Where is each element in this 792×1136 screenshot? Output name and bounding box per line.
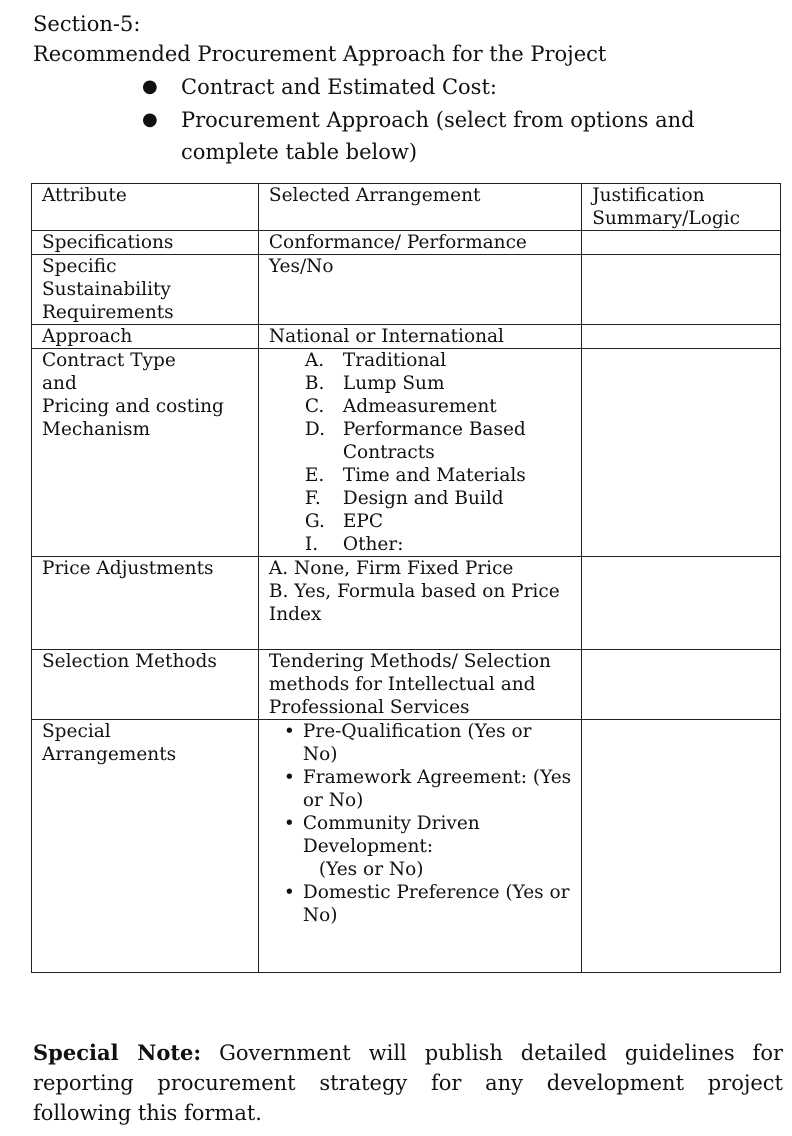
- special-arrangement-list: [269, 720, 571, 927]
- table-header-row: [32, 184, 781, 231]
- option-text: Other:: [342, 534, 404, 555]
- bullet-dot-icon: ●: [142, 109, 158, 130]
- list-item: • Pre-Qualification (Yes or No): [269, 720, 571, 766]
- justification-cell[interactable]: [582, 557, 781, 650]
- justification-cell[interactable]: [582, 650, 781, 720]
- arrangement-cell: Yes/No: [258, 255, 581, 325]
- section-title: Recommended Procurement Approach for the Project: [33, 42, 607, 66]
- special-note-label: Special Note:: [33, 1040, 202, 1065]
- attribute-line: Pricing and costing: [42, 396, 224, 417]
- bullet-dot-icon: ●: [142, 76, 158, 97]
- contract-option: [269, 418, 571, 441]
- contract-option: [269, 441, 571, 464]
- option-text: Traditional: [342, 350, 447, 371]
- option-letter: G.: [304, 511, 325, 532]
- arrangement-cell: Conformance/ Performance: [258, 231, 581, 255]
- list-item: [269, 812, 571, 881]
- option-text: Performance Based: [342, 419, 526, 440]
- attribute-cell: Specifications: [32, 231, 259, 255]
- option-text: Design and Build: [342, 488, 504, 509]
- section-label: Section-5:: [33, 12, 141, 36]
- list-item: • Domestic Preference (Yes or No): [269, 881, 571, 927]
- table-row: [32, 650, 781, 720]
- contract-option: [269, 533, 571, 556]
- procurement-table: [31, 183, 781, 973]
- bullet-item: [0, 104, 792, 170]
- option-letter: E.: [304, 465, 325, 486]
- option-letter: F.: [304, 488, 321, 509]
- justification-cell[interactable]: [582, 255, 781, 325]
- justification-cell[interactable]: [582, 349, 781, 557]
- table-row: [32, 325, 781, 349]
- list-item: • Framework Agreement: (Yes or No): [269, 766, 571, 812]
- list-item-text: Community Driven Development:: [302, 813, 480, 857]
- arrangement-cell: Tendering Methods/ Selection methods for Intellectual and Professional Services: [258, 650, 581, 720]
- arrangement-cell: [258, 557, 581, 650]
- attribute-cell: Special Arrangements: [32, 720, 259, 973]
- attribute-cell: Specific Sustainability Requirements: [32, 255, 259, 325]
- price-option: B. Yes, Formula based on Price Index: [268, 581, 560, 625]
- contract-option: [269, 395, 571, 418]
- attribute-cell: [32, 349, 259, 557]
- table-row: [32, 231, 781, 255]
- arrangement-cell: [258, 349, 581, 557]
- option-letter: B.: [304, 373, 325, 394]
- table-row: [32, 349, 781, 557]
- attribute-cell: Approach: [32, 325, 259, 349]
- contract-option: [269, 372, 571, 395]
- option-text: Contracts: [342, 442, 435, 463]
- option-text: EPC: [342, 511, 384, 532]
- contract-option: [269, 464, 571, 487]
- bullet-text: Contract and Estimated Cost:: [181, 75, 497, 99]
- contract-option: [269, 510, 571, 533]
- price-option: A. None, Firm Fixed Price: [268, 558, 514, 579]
- table-row: [32, 720, 781, 973]
- contract-option: [269, 349, 571, 372]
- option-text: Time and Materials: [342, 465, 526, 486]
- attribute-line: and: [42, 373, 77, 394]
- option-text: Admeasurement: [342, 396, 497, 417]
- special-note-text: Government will publish detailed guidelines for reporting procurement strategy for any development project following this format.: [33, 1041, 784, 1125]
- header-justification: Justification Summary/Logic: [582, 184, 781, 231]
- table-row: [32, 255, 781, 325]
- arrangement-cell: National or International: [258, 325, 581, 349]
- table-row: [32, 557, 781, 650]
- option-letter: D.: [304, 419, 325, 440]
- special-note: [33, 1038, 783, 1128]
- option-letter: A.: [304, 350, 325, 371]
- justification-cell[interactable]: [582, 325, 781, 349]
- header-attribute: Attribute: [32, 184, 259, 231]
- bullet-list: [0, 71, 792, 170]
- option-letter: I.: [304, 534, 319, 555]
- option-letter: [305, 441, 343, 464]
- attribute-cell: Selection Methods: [32, 650, 259, 720]
- header-selected-arrangement: Selected Arrangement: [258, 184, 581, 231]
- justification-cell[interactable]: [582, 720, 781, 973]
- list-item-subtext: (Yes or No): [318, 859, 424, 880]
- bullet-text: Procurement Approach (select from options and complete table below): [181, 108, 695, 164]
- bullet-item: [0, 71, 792, 104]
- contract-option: [269, 487, 571, 510]
- attribute-line: Contract Type: [42, 350, 176, 371]
- justification-cell[interactable]: [582, 231, 781, 255]
- attribute-line: Mechanism: [42, 419, 151, 440]
- arrangement-cell: [258, 720, 581, 973]
- attribute-cell: Price Adjustments: [32, 557, 259, 650]
- option-text: Lump Sum: [342, 373, 445, 394]
- option-letter: C.: [304, 396, 325, 417]
